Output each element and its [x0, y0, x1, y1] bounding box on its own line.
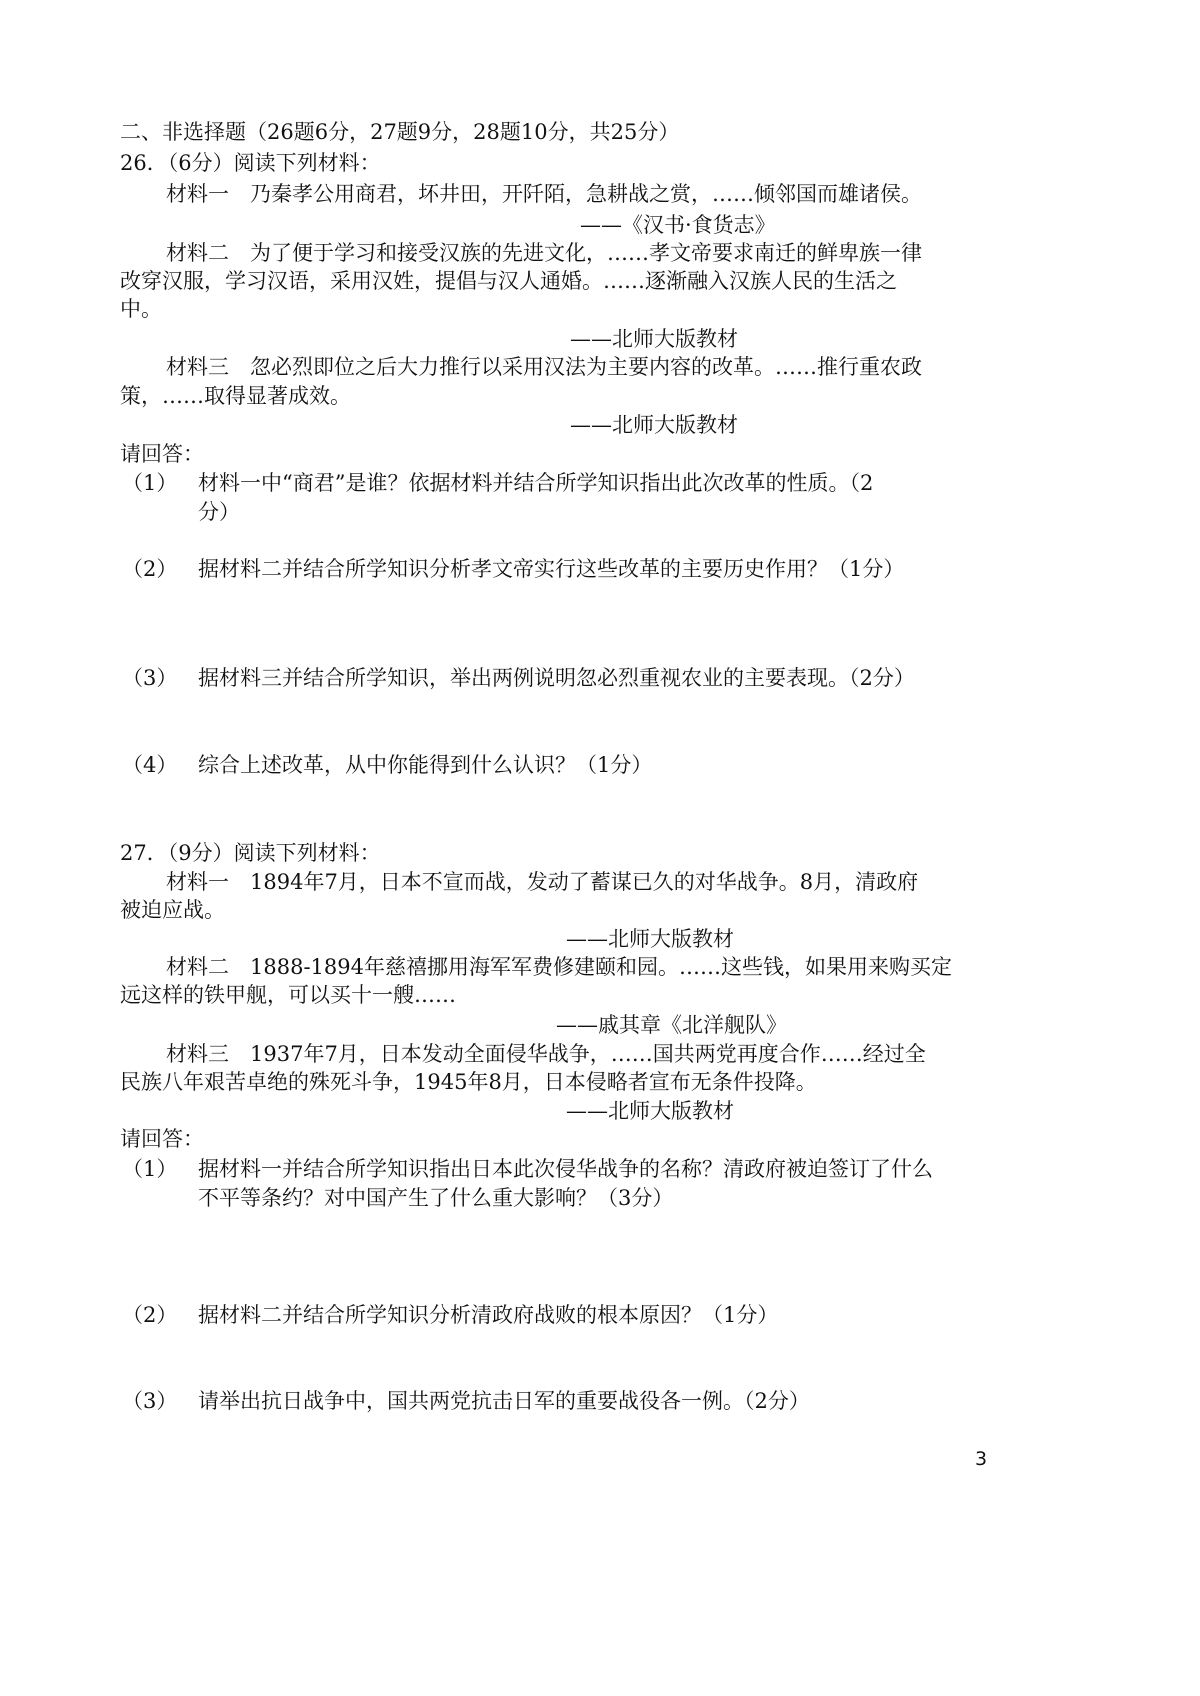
q27-material-1-line-2: 被迫应战。	[120, 898, 225, 922]
page-number: 3	[975, 1448, 988, 1470]
q26-prompt: 请回答：	[120, 442, 204, 466]
q27-material-3-source: ——北师大版教材	[566, 1099, 734, 1123]
q27-material-3-line-1: 材料三 1937年7月，日本发动全面侵华战争，……国共两党再度合作……经过全	[166, 1042, 926, 1066]
q27-sub-1-line-2: 不平等条约？对中国产生了什么重大影响？（3分）	[198, 1186, 674, 1210]
q26-sub-3-text: 据材料三并结合所学知识，举出两例说明忽必烈重视农业的主要表现。（2分）	[198, 666, 915, 690]
q26-sub-4-number: （4）	[122, 753, 178, 777]
q26-sub-1-line-1: 材料一中“商君”是谁？依据材料并结合所学知识指出此次改革的性质。（2	[198, 471, 874, 495]
q27-sub-2-number: （2）	[122, 1303, 178, 1327]
q26-sub-4-text: 综合上述改革，从中你能得到什么认识？（1分）	[198, 753, 653, 777]
q26-material-2-source: ——北师大版教材	[570, 327, 738, 351]
q27-header: 27．（9分）阅读下列材料：	[120, 841, 381, 865]
q26-sub-1-number: （1）	[122, 471, 178, 495]
q26-material-3-line-1: 材料三 忽必烈即位之后大力推行以采用汉法为主要内容的改革。……推行重农政	[166, 355, 922, 379]
section-heading: 二、非选择题（26题6分，27题9分，28题10分，共25分）	[120, 120, 680, 144]
q26-material-3-line-2: 策，……取得显著成效。	[120, 384, 351, 408]
q27-prompt: 请回答：	[120, 1127, 204, 1151]
q26-sub-2-text: 据材料二并结合所学知识分析孝文帝实行这些改革的主要历史作用？（1分）	[198, 557, 905, 581]
q27-sub-3-text: 请举出抗日战争中，国共两党抗击日军的重要战役各一例。（2分）	[198, 1389, 810, 1413]
q26-material-2-line-2: 改穿汉服，学习汉语，采用汉姓，提倡与汉人通婚。……逐渐融入汉族人民的生活之	[120, 269, 897, 293]
q27-material-3-line-2: 民族八年艰苦卓绝的殊死斗争，1945年8月，日本侵略者宣布无条件投降。	[120, 1070, 817, 1094]
q27-sub-1-line-1: 据材料一并结合所学知识指出日本此次侵华战争的名称？清政府被迫签订了什么	[198, 1157, 933, 1181]
q27-material-2-line-2: 远这样的铁甲舰，可以买十一艘……	[120, 983, 456, 1007]
q27-material-1-source: ——北师大版教材	[566, 927, 734, 951]
q27-material-2-source: ——戚其章《北洋舰队》	[556, 1013, 787, 1037]
q26-material-1: 材料一 乃秦孝公用商君，坏井田，开阡陌，急耕战之赏，……倾邻国而雄诸侯。	[166, 182, 922, 206]
q27-sub-2-text: 据材料二并结合所学知识分析清政府战败的根本原因？（1分）	[198, 1303, 779, 1327]
q26-header: 26．（6分）阅读下列材料：	[120, 151, 381, 175]
q26-material-2-line-3: 中。	[120, 297, 162, 321]
q26-sub-1-line-2: 分）	[198, 500, 240, 524]
q26-material-1-source: ——《汉书·食货志》	[580, 213, 776, 237]
q27-sub-1-number: （1）	[122, 1157, 178, 1181]
q26-sub-2-number: （2）	[122, 557, 178, 581]
q26-material-3-source: ——北师大版教材	[570, 413, 738, 437]
q26-sub-3-number: （3）	[122, 666, 178, 690]
q27-material-1-line-1: 材料一 1894年7月，日本不宣而战，发动了蓄谋已久的对华战争。8月，清政府	[166, 870, 919, 894]
q27-material-2-line-1: 材料二 1888-1894年慈禧挪用海军军费修建颐和园。……这些钱，如果用来购买定	[166, 955, 952, 979]
q26-material-2-line-1: 材料二 为了便于学习和接受汉族的先进文化，……孝文帝要求南迁的鲜卑族一律	[166, 241, 922, 265]
q27-sub-3-number: （3）	[122, 1389, 178, 1413]
